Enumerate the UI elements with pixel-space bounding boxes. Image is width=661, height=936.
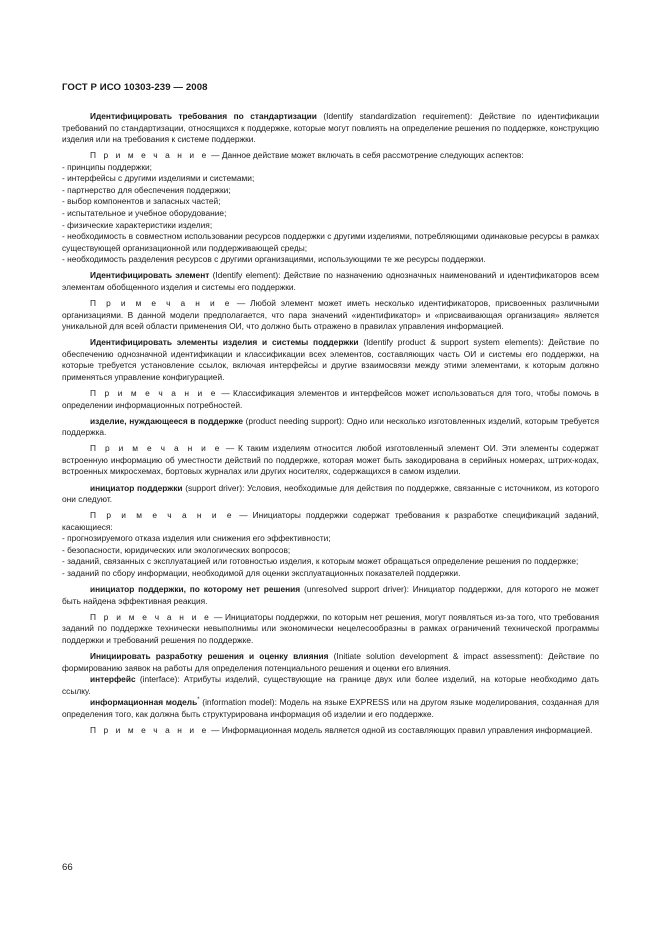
list-item: - необходимость разделения ресурсов с другими организациями, использующими те же ресурсы поддержки. [62,254,486,265]
term: Идентифицировать элементы изделия и системы поддержки [90,337,359,348]
definition-paragraph [62,270,599,293]
definition-text: (support driver): Условия, необходимые для действия по поддержке, связанные с источником, из которого они следуют. [62,482,600,505]
note-text: — Инициаторы поддержки, по которым нет решения, могут появляться из-за того, что требования заданий по поддержке технически невыполнимы или экономически нецелесообразны в рамках ограничений технической программы поддержки и требований решения по поддержке. [62,611,599,645]
note-text: — Любой элемент может иметь несколько идентификаторов, присвоенных различными организациями. В данной модели предполагается, что пара значений «идентификатор» и «присваивающая организация» является уникальной для всей области применения ОИ, что должно быть отражено в правилах управления информацией. [62,297,599,332]
term: изделие, нуждающееся в поддержке [90,415,244,426]
note-text: — К таким изделиям относится любой изготовленный элемент ОИ. Эти элементы содержат встроенную информацию об уместности действий по поддержке, которая может быть закодирована в серийных номерах, штрих-кодах, встроенных микросхемах, бортовых журналах или других носителях, содержащихся в самом изделии. [62,443,599,477]
definition-paragraph [62,416,599,439]
term: инициатор поддержки, по которому нет решения [90,584,301,595]
list-item: - заданий по сбору информации, необходимой для оценки эксплуатационных показателей поддержки. [62,568,461,579]
note-label: П р и м е ч а н и е [90,510,235,521]
note-paragraph [62,388,599,411]
note-paragraph [62,443,599,478]
footnote-marker: * [197,697,200,704]
term: инициатор поддержки [90,482,183,493]
list-item: - выбор компонентов и запасных частей; [62,196,221,207]
definition-text: (Identify product & support system elements): Действие по обеспечению однозначной идентификации и классификации всех элементов, составляющих часть ОИ и системы его поддержки, на которые требуется установление ссылок, включая интерфейсы и другие взаимосвязи между этими элементами, к которым должно применяться управление конфигурацией. [62,337,599,382]
definition-text: (information model): Модель на языке EXPRESS или на другом языке моделирования, созданная для определения того, как должна быть структурирована информация об изделии и его поддержке. [62,697,600,719]
list-item: - необходимость в совместном использовании ресурсов поддержки с другими изделиями, потребляющими одинаковые ресурсы в рамках существующей организационной или поддерживающей среды; [62,231,599,253]
list-item: - интерфейсы с другими изделиями и системами; [62,173,255,184]
definition-text: (Identify standardization requirement): Действие по идентификации требований по стандартизации, относящихся к поддержке, которые могут повлиять на определение решения по поддержке, конструкцию изделия или на требования к системе поддержки. [62,111,599,145]
document-body [62,111,599,741]
note-text: — Данное действие может включать в себя рассмотрение следующих аспектов: [208,150,524,161]
note-label: П р и м е ч а н и е [90,724,209,735]
note-paragraph [62,612,599,647]
list-item: - прогнозируемого отказа изделия или снижения его эффективности; [62,533,331,544]
note-paragraph [62,510,599,533]
term: Идентифицировать элемент [90,270,210,281]
note-paragraph [62,725,599,737]
definition-text: (interface): Атрибуты изделий, существующие на границе двух или более изделий, на которые необходимо дать ссылку. [62,674,599,696]
list-item: - безопасности, юридических или экологических вопросов; [62,544,291,555]
definition-text: (unresolved support driver): Инициатор поддержки, для которого не может быть найдена эффективная реакция. [62,584,600,606]
note-text: — Информационная модель является одной из составляющих правил управления информацией. [208,724,593,735]
note-paragraph [62,298,599,333]
definition-paragraph [62,651,599,674]
term: Идентифицировать требования по стандартизации [90,111,317,121]
note-label: П р и м е ч а н и е [90,150,209,161]
note-text: — Классификация элементов и интерфейсов может использоваться для того, чтобы помочь в определении информационных потребностей. [62,388,599,410]
note-label: П р и м е ч а н и е [90,443,223,454]
page-header: ГОСТ Р ИСО 10303-239 — 2008 [62,82,208,93]
definition-paragraph [62,697,599,720]
note-label: П р и м е ч а н и е [90,297,232,308]
list-item: - партнерство для обеспечения поддержки; [62,184,231,195]
definition-text: (product needing support): Одно или несколько изготовленных изделий, которым требуется поддержка. [62,415,599,438]
term: Инициировать разработку решения и оценку влияния [90,651,329,662]
page-number: 66 [62,862,73,873]
list-item: - заданий, связанных с эксплуатацией или готовностью изделия, к которым может обращаться определение решения по поддержке; [62,556,579,567]
definition-paragraph [62,674,599,697]
definition-paragraph [62,584,599,607]
term: интерфейс [90,674,136,685]
term: информационная модель [90,697,198,708]
note-label: П р и м е ч а н и е [90,611,212,622]
note-paragraph [62,150,599,162]
list-item: - принципы поддержки; [62,161,153,172]
note-text: — Инициаторы поддержки содержат требования к разработке спецификаций заданий, касающиеся: [62,510,599,532]
note-label: П р и м е ч а н и е [90,388,218,398]
definition-text: (Initiate solution development & impact assessment): Действие по формированию заявок на работы для определения потенциального решения и оценки его влияния. [62,651,599,673]
definition-paragraph [62,337,599,383]
definition-paragraph [62,111,599,146]
definition-text: (Identify element): Действие по назначению однозначных наименований и идентификаторов всем элементам обобщенного изделия и системы его поддержки. [62,270,599,292]
list-item: - испытательное и учебное оборудование; [62,207,227,218]
list-item: - физические характеристики изделия; [62,219,213,230]
definition-paragraph [62,483,599,506]
